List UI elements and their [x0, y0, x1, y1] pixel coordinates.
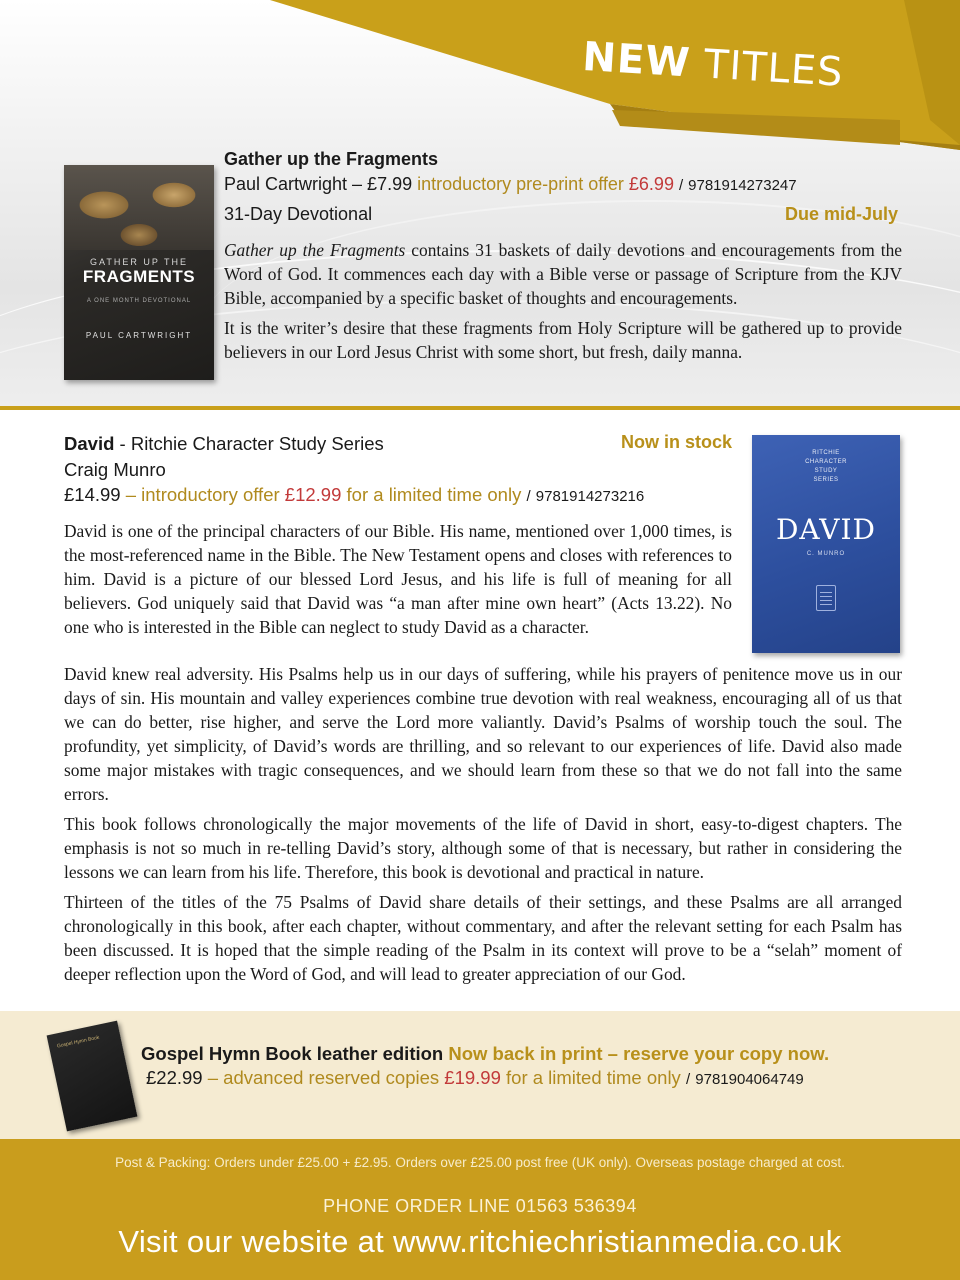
description-paragraph: David knew real adversity. His Psalms help us in our days of suffering, while his prayers of penitence move us in our days of sin. His mountain and valley experiences combine true devotion with real weakness, encouraging all of us that we can do better, rise higher, and serve the Lord more valiantly. David’s Psalms of worship touch the soul. The profundity, yet simplicity, of David’s words are thrilling, and so relevant to our experiences of life. David also made some major mistakes with tragic consequences, and we should learn from these so that we do not fall into the same errors. [64, 664, 902, 804]
book-title: Gather up the Fragments [224, 149, 439, 169]
book-cover-fragments[interactable] [64, 165, 214, 380]
cover-title: DAVID [775, 513, 876, 546]
series-line: CHARACTER [805, 459, 847, 465]
cover-tagline: A ONE MONTH DEVOTIONAL [86, 298, 192, 304]
book-description [64, 519, 732, 639]
title-bold: David [64, 433, 115, 454]
isbn: 9781904064749 [695, 1071, 804, 1088]
title-series: - Ritchie Character Study Series [114, 433, 384, 454]
availability-badge: Now in stock [620, 432, 732, 452]
series-line: RITCHIE [812, 450, 840, 456]
isbn-separator: / [526, 488, 531, 505]
description-paragraph: Thirteen of the titles of the 75 Psalms of David share details of their settings, and these Psalms are all arranged chronologically in this book, after each chapter, without commentary, and after the relevant setting for each Psalm has been discussed. It is hoped that the simple reading of the Psalm in its context will prove to be a “selah” moment of deeper reflection upon the Word of God, and will lead to greater appreciation of our God. [64, 892, 902, 984]
offer-suffix: for a limited time only [506, 1067, 681, 1088]
book-title [64, 433, 384, 455]
book-price-line [64, 484, 644, 506]
price: £14.99 [64, 484, 121, 505]
cover-subtitle: GATHER UP THE [89, 257, 188, 267]
phone-order-line[interactable]: PHONE ORDER LINE 01563 536394 [323, 1196, 637, 1216]
price: £22.99 [146, 1067, 203, 1088]
description-paragraph: It is the writer’s desire that these fragments from Holy Scripture will be gathered up to provide believers in our Lord Jesus Christ with some short, but fresh, daily manna. [224, 318, 902, 362]
author-price: Paul Cartwright – £7.99 [224, 174, 413, 194]
series-line: STUDY [814, 468, 838, 474]
hymn-book-title-line [141, 1043, 829, 1065]
series-line: SERIES [813, 477, 839, 483]
isbn: 9781914273247 [688, 177, 797, 194]
cover-author: C. MUNRO [806, 551, 846, 557]
book-author: Craig Munro [64, 459, 166, 480]
book-description-continued [64, 662, 902, 992]
cover-author: PAUL CARTWRIGHT [85, 331, 193, 340]
website-link[interactable]: Visit our website at www.ritchiechristianmedia.co.uk [118, 1224, 842, 1259]
book-format: 31-Day Devotional [224, 204, 373, 224]
hymn-cover-title: Gospel Hymn Book [56, 1034, 100, 1050]
italic-title: Gather up the Fragments [224, 240, 406, 260]
book-price-line [224, 174, 797, 195]
postage-info: Post & Packing: Orders under £25.00 + £2.95. Orders over £25.00 post free (UK only). Overseas postage charged at cost. [115, 1155, 845, 1170]
offer-text: introductory pre-print offer [417, 174, 624, 194]
isbn-separator: / [685, 1071, 691, 1088]
offer-suffix: for a limited time only [346, 484, 522, 505]
availability-badge: Due mid-July [784, 204, 898, 224]
scroll-icon [816, 585, 836, 611]
cover-title: FRAGMENTS [82, 267, 196, 286]
book-description [224, 238, 902, 370]
description-paragraph: This book follows chronologically the major movements of the life of David in short, easy-to-digest chapters. The emphasis is not so much in re-telling David’s story, although some of that is necessary, but rather in considering the lessons we can learn from his life. Therefore, this book is devotional and practical in nature. [64, 814, 902, 882]
isbn: 9781914273216 [535, 488, 645, 505]
offer-text: – introductory offer [125, 484, 280, 505]
offer-text: – advanced reserved copies [207, 1067, 440, 1088]
section-divider [0, 406, 960, 410]
bread-image [64, 165, 214, 250]
offer-price: £19.99 [444, 1067, 501, 1088]
hymn-book-price-line [146, 1067, 804, 1089]
description-paragraph: David is one of the principal characters of our Bible. His name, mentioned over 1,000 times, is the most-referenced name in the Bible. The New Testament opens and closes with references to him. David is a picture of our blessed Lord Jesus, and his life is full of meaning for all believers. God uniquely said that David was “a man after mine own heart” (Acts 13.22). No one who is interested in the Bible can neglect to study David as a character. [64, 521, 732, 637]
description-paragraph [224, 238, 902, 310]
heading-thin: TITLES [702, 41, 845, 96]
heading-bold: NEW [581, 34, 692, 87]
paragraph-text: contains 31 baskets of daily devotions and encouragements from the Word of God. It commences each day with a Bible verse or passage of Scripture from the KJV Bible, accompanied by a specific basket of thoughts and encouragements. [224, 240, 902, 308]
book-cover-david[interactable] [752, 435, 900, 653]
offer-price: £6.99 [628, 174, 674, 194]
isbn-separator: / [678, 177, 684, 194]
offer-price: £12.99 [284, 484, 342, 505]
hymn-status: Now back in print – reserve your copy now. [448, 1043, 830, 1064]
hymn-title: Gospel Hymn Book leather edition [141, 1043, 444, 1064]
cover-series [752, 449, 900, 485]
